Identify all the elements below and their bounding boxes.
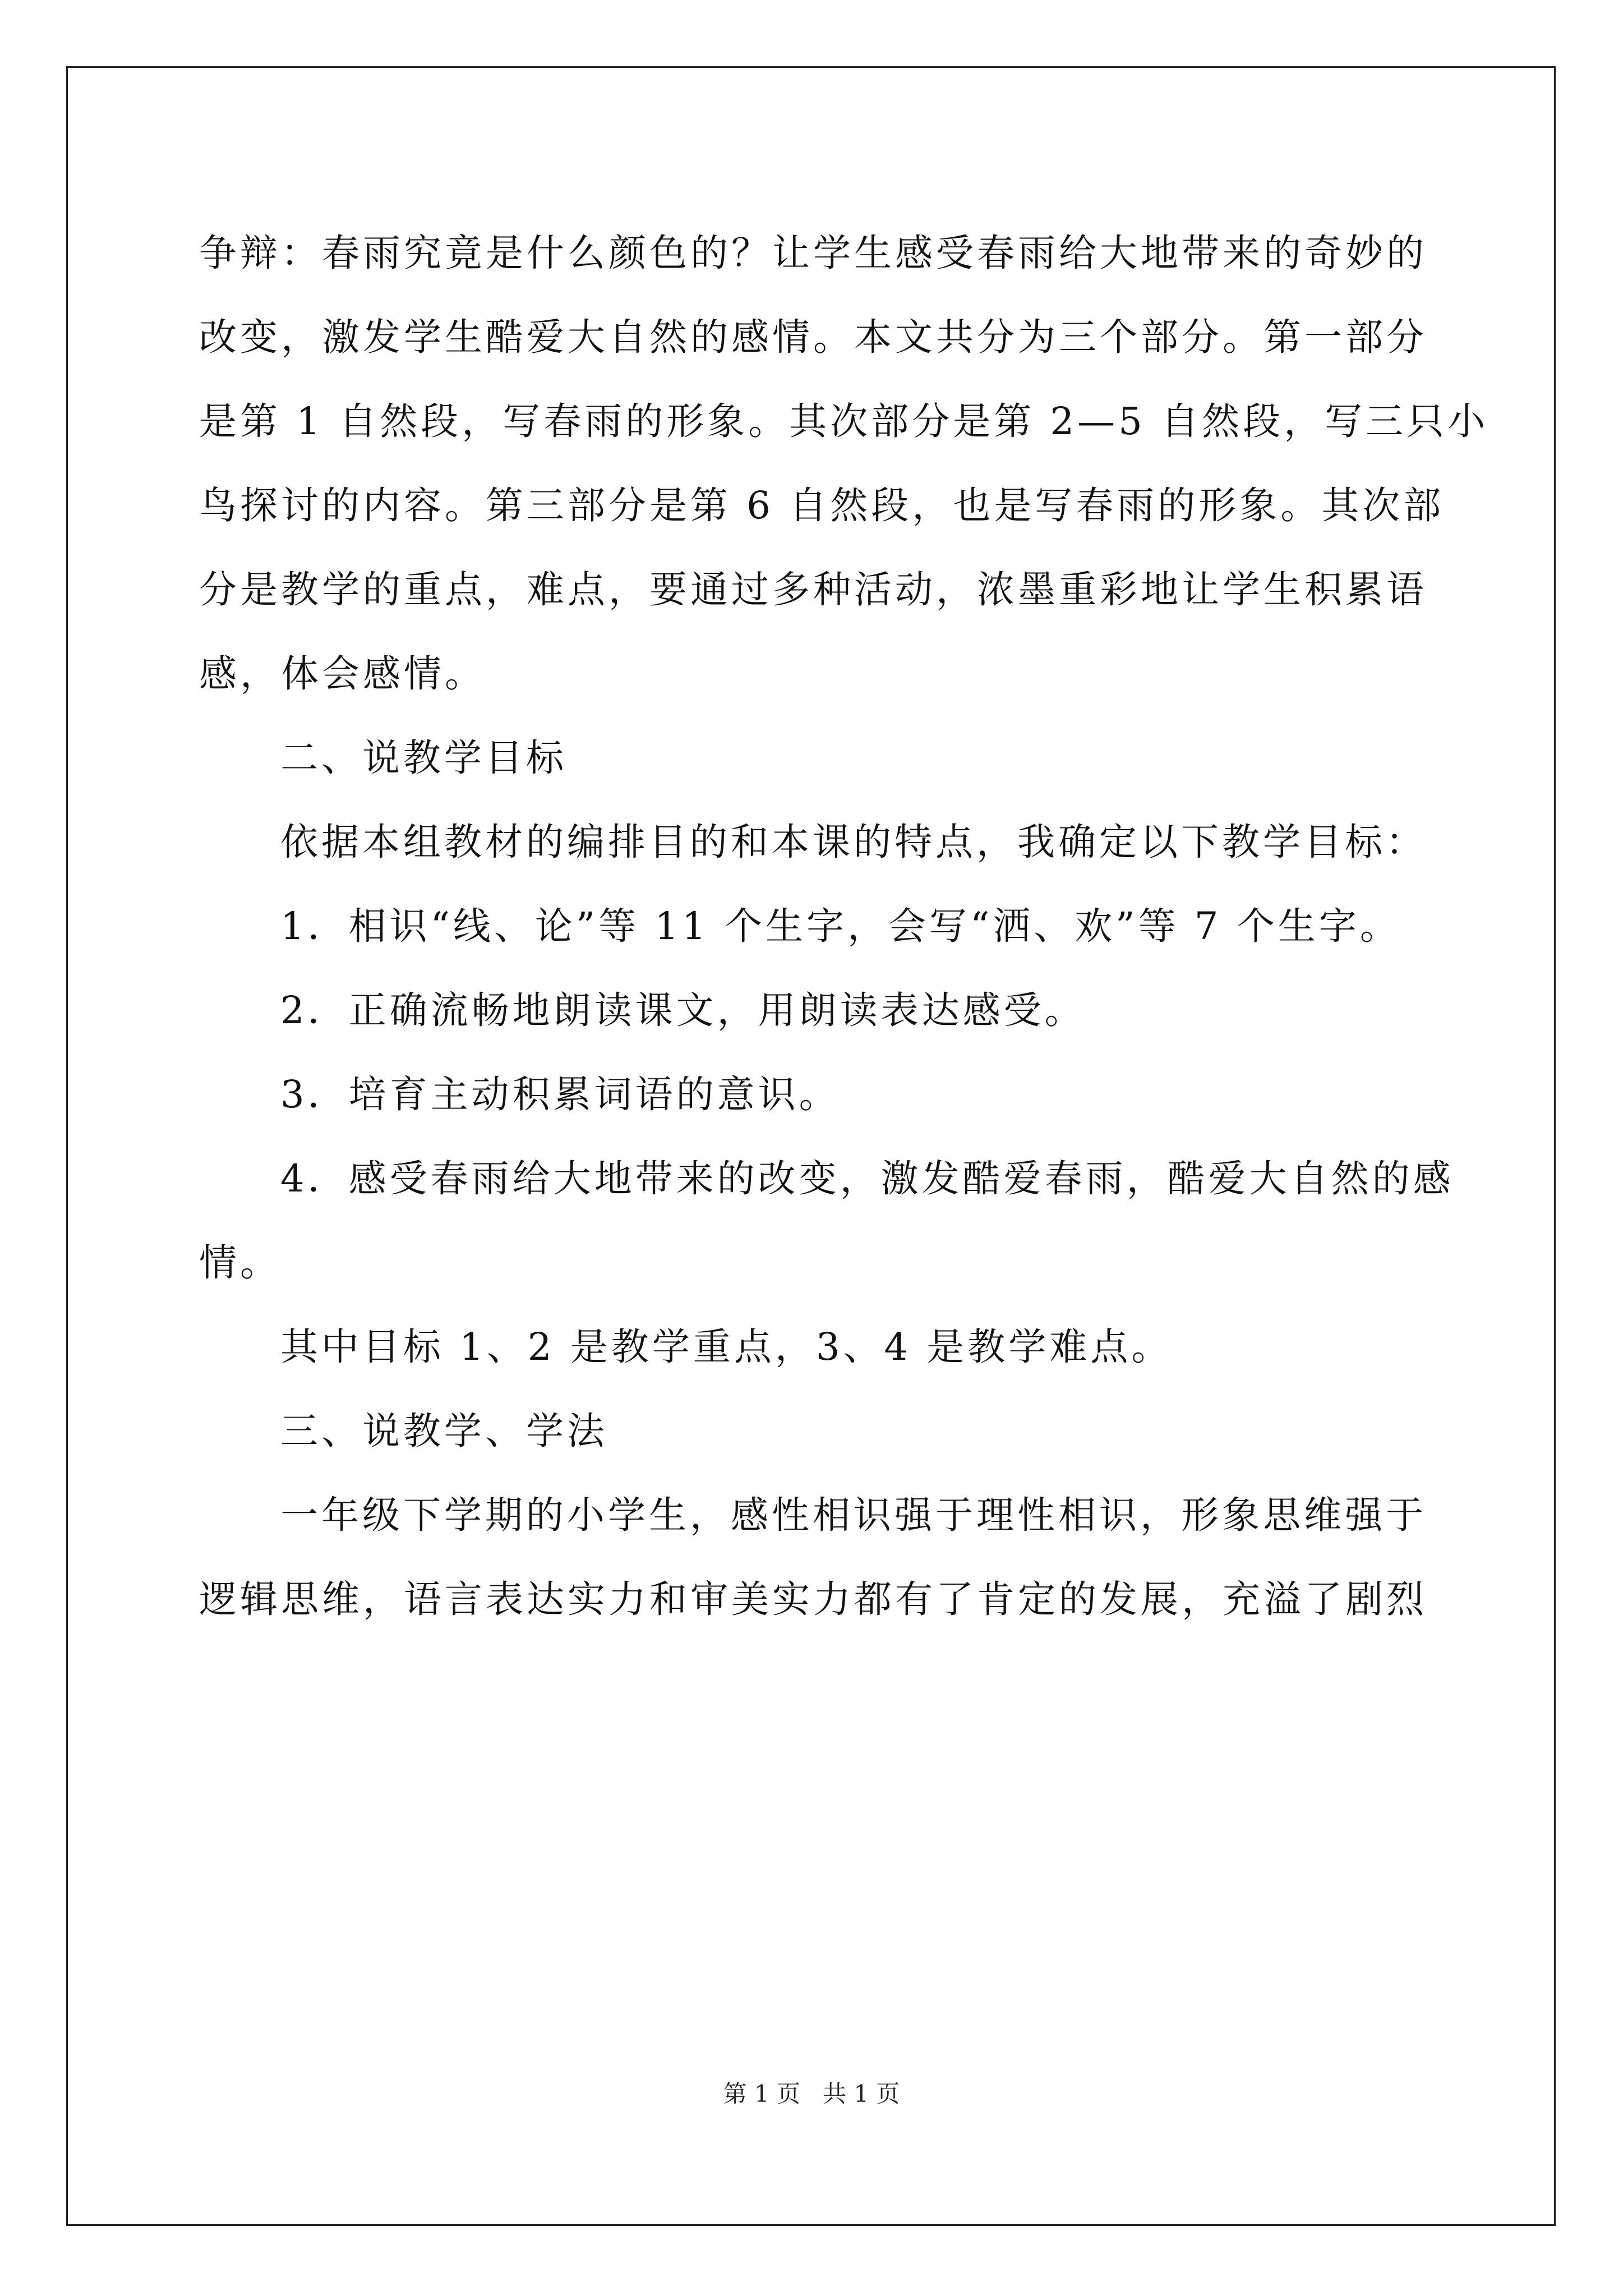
- page-footer: [0, 2076, 1623, 2109]
- text-line: 感，体会感情。: [199, 652, 486, 696]
- text-line: 依据本组教材的编排目的和本课的特点，我确定以下教学目标：: [280, 820, 1427, 864]
- list-item: 2．正确流畅地朗读课文，用朗读表达感受。: [280, 988, 1086, 1032]
- text-line: 争辩：春雨究竟是什么颜色的？让学生感受春雨给大地带来的奇妙的: [199, 231, 1427, 275]
- text-line: 逻辑思维，语言表达实力和审美实力都有了肯定的发展，充溢了剧烈: [199, 1577, 1427, 1621]
- list-item: 1．相识“线、论”等 11 个生字，会写“洒、欢”等 7 个生字。: [280, 904, 1401, 948]
- list-item: 4．感受春雨给大地带来的改变，激发酷爱春雨，酷爱大自然的感: [280, 1157, 1454, 1200]
- text-line: 其中目标 1、2 是教学重点，3、4 是教学难点。: [280, 1325, 1173, 1369]
- page-number: 第 1 页: [723, 2080, 800, 2108]
- text-line: 鸟探讨的内容。第三部分是第 6 自然段，也是写春雨的形象。其次部: [199, 484, 1445, 527]
- section-heading: 二、说教学目标: [280, 736, 567, 780]
- text-line: 改变，激发学生酷爱大自然的感情。本文共分为三个部分。第一部分: [199, 315, 1427, 359]
- document-body: [199, 211, 1489, 1641]
- page-total: 共 1 页: [823, 2080, 900, 2108]
- text-line: 一年级下学期的小学生，感性相识强于理性相识，形象思维强于: [280, 1493, 1427, 1537]
- list-item: 3．培育主动积累词语的意识。: [280, 1073, 840, 1116]
- text-line: 是第 1 自然段，写春雨的形象。其次部分是第 2—5 自然段，写三只小: [199, 399, 1489, 443]
- text-line: 情。: [199, 1241, 281, 1285]
- text-line: 分是教学的重点，难点，要通过多种活动，浓墨重彩地让学生积累语: [199, 568, 1427, 611]
- section-heading: 三、说教学、学法: [280, 1409, 608, 1453]
